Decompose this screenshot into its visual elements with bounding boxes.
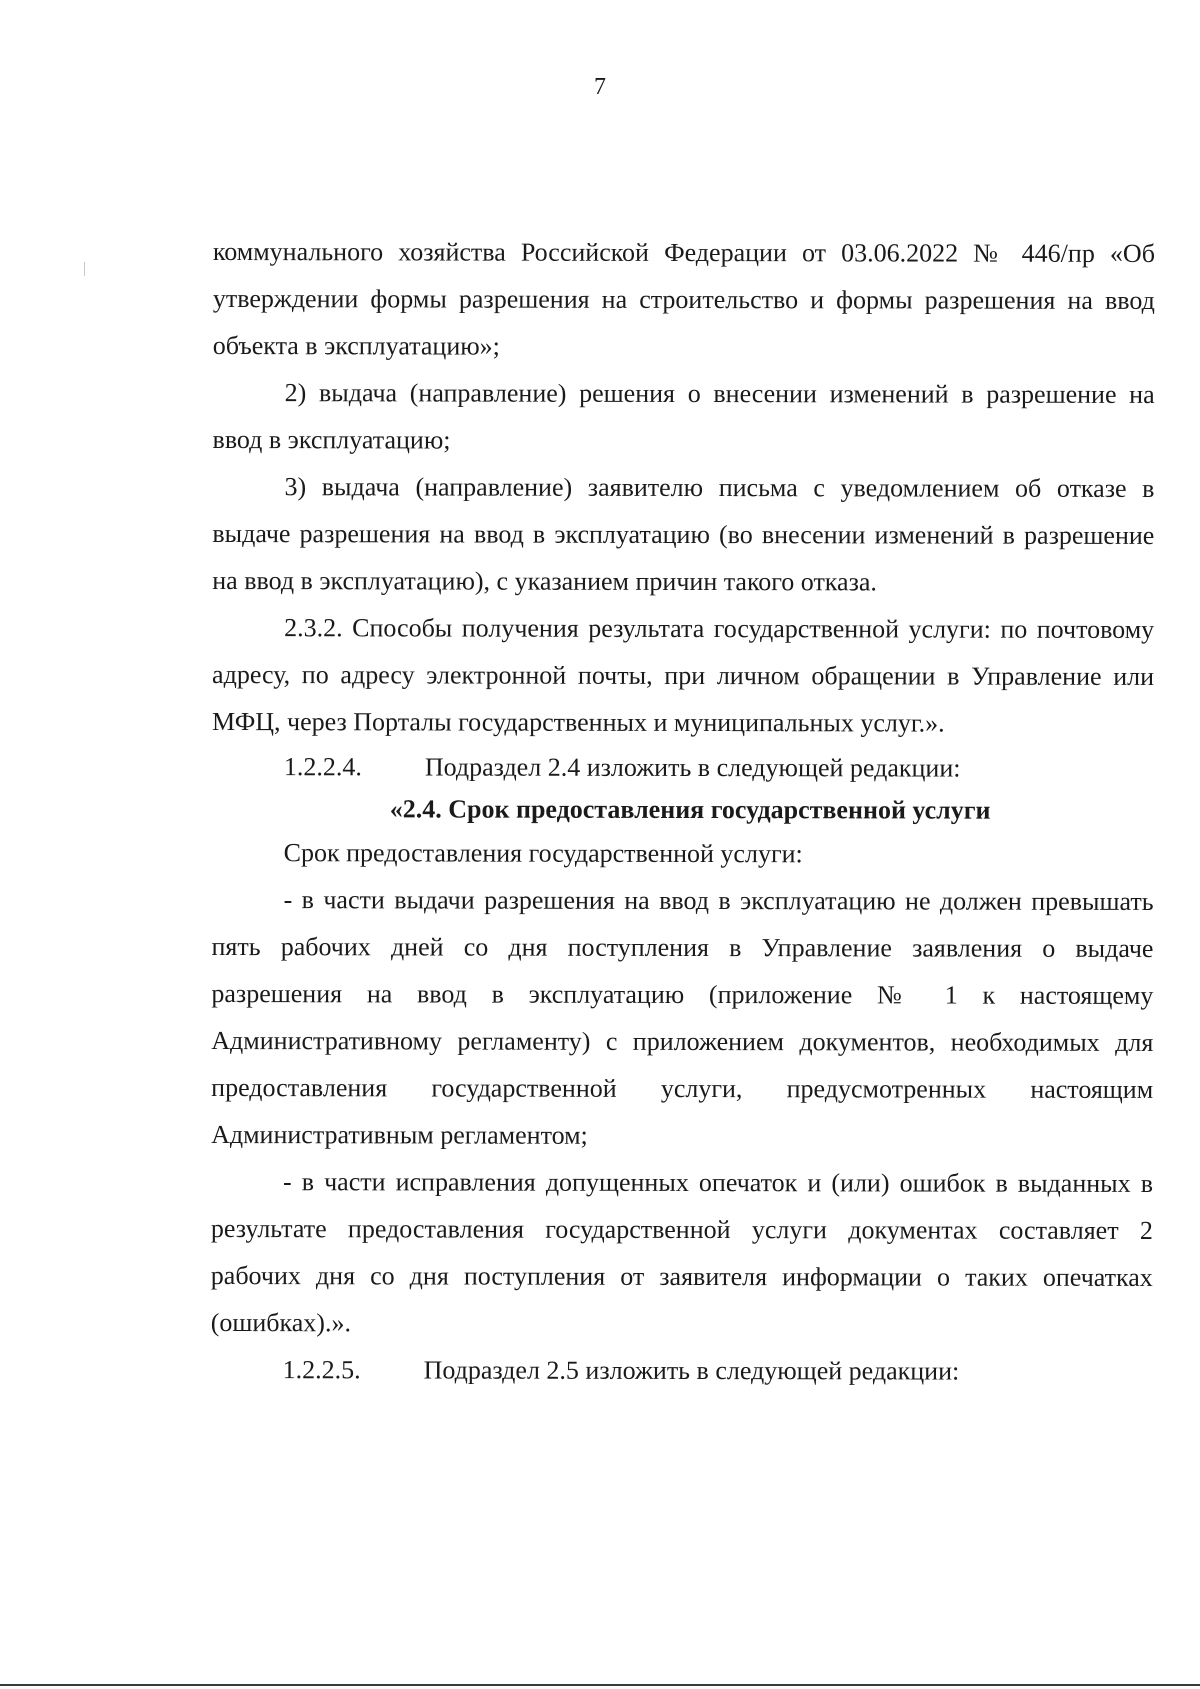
scan-speck <box>84 262 85 276</box>
item-number: 1.2.2.5. <box>282 1355 361 1385</box>
page-number: 7 <box>594 74 606 100</box>
amendment-item-1-2-2-4 <box>212 745 1154 791</box>
paragraph-term-permit: - в части выдачи разрешения на ввод в эксплуатацию не должен превышать пять рабочих дней со дня поступления в Управление заявления о выдаче разрешения на ввод в эксплуатацию (приложение № 1 к настоящему Административному регламенту) с приложением документов, необходимых для предоставления государственной услуги, предусмотренных настоящим Административным регламентом; <box>211 885 1154 1150</box>
item-text: Подраздел 2.5 изложить в следующей редакции: <box>423 1355 960 1386</box>
paragraph-result-3: 3) выдача (направление) заявителю письма с уведомлением об отказе в выдаче разрешения на ввод в эксплуатацию (во внесении изменений в разрешение на ввод в эксплуатацию), с указанием причин такого отказа. <box>212 472 1155 597</box>
amendment-item-1-2-2-5 <box>211 1346 1153 1395</box>
paragraph-term-intro: Срок предоставления государственной услуги: <box>283 838 803 869</box>
section-heading-2-4: «2.4. Срок предоставления государственной услуги <box>389 794 991 825</box>
page-bottom-edge <box>0 1684 1200 1686</box>
paragraph-term-corrections: - в части исправления допущенных опечаток и (или) ошибок в выданных в результате предоставления государственной услуги документах составляет 2 рабочих дня со дня поступления от заявителя информации о таких опечатках (ошибках).». <box>210 1167 1154 1338</box>
paragraph-2-3-2: 2.3.2. Способы получения результата государственной услуги: по почтовому адресу, по адресу электронной почты, при личном обращении в Управление или МФЦ, через Порталы государственных и муниципальных услуг.». <box>211 613 1155 738</box>
document-body <box>211 228 1155 1395</box>
paragraph-result-2: 2) выдача (направление) решения о внесении изменений в разрешение на ввод в эксплуатацию; <box>212 378 1155 455</box>
item-number: 1.2.2.4. <box>283 752 362 782</box>
item-text: Подраздел 2.4 изложить в следующей редакции: <box>424 752 961 783</box>
paragraph-order-reference: коммунального хозяйства Российской Федерации от 03.06.2022 № 446/пр «Об утверждении формы разрешения на строительство и формы разрешения на ввод объекта в эксплуатацию»; <box>212 236 1155 361</box>
